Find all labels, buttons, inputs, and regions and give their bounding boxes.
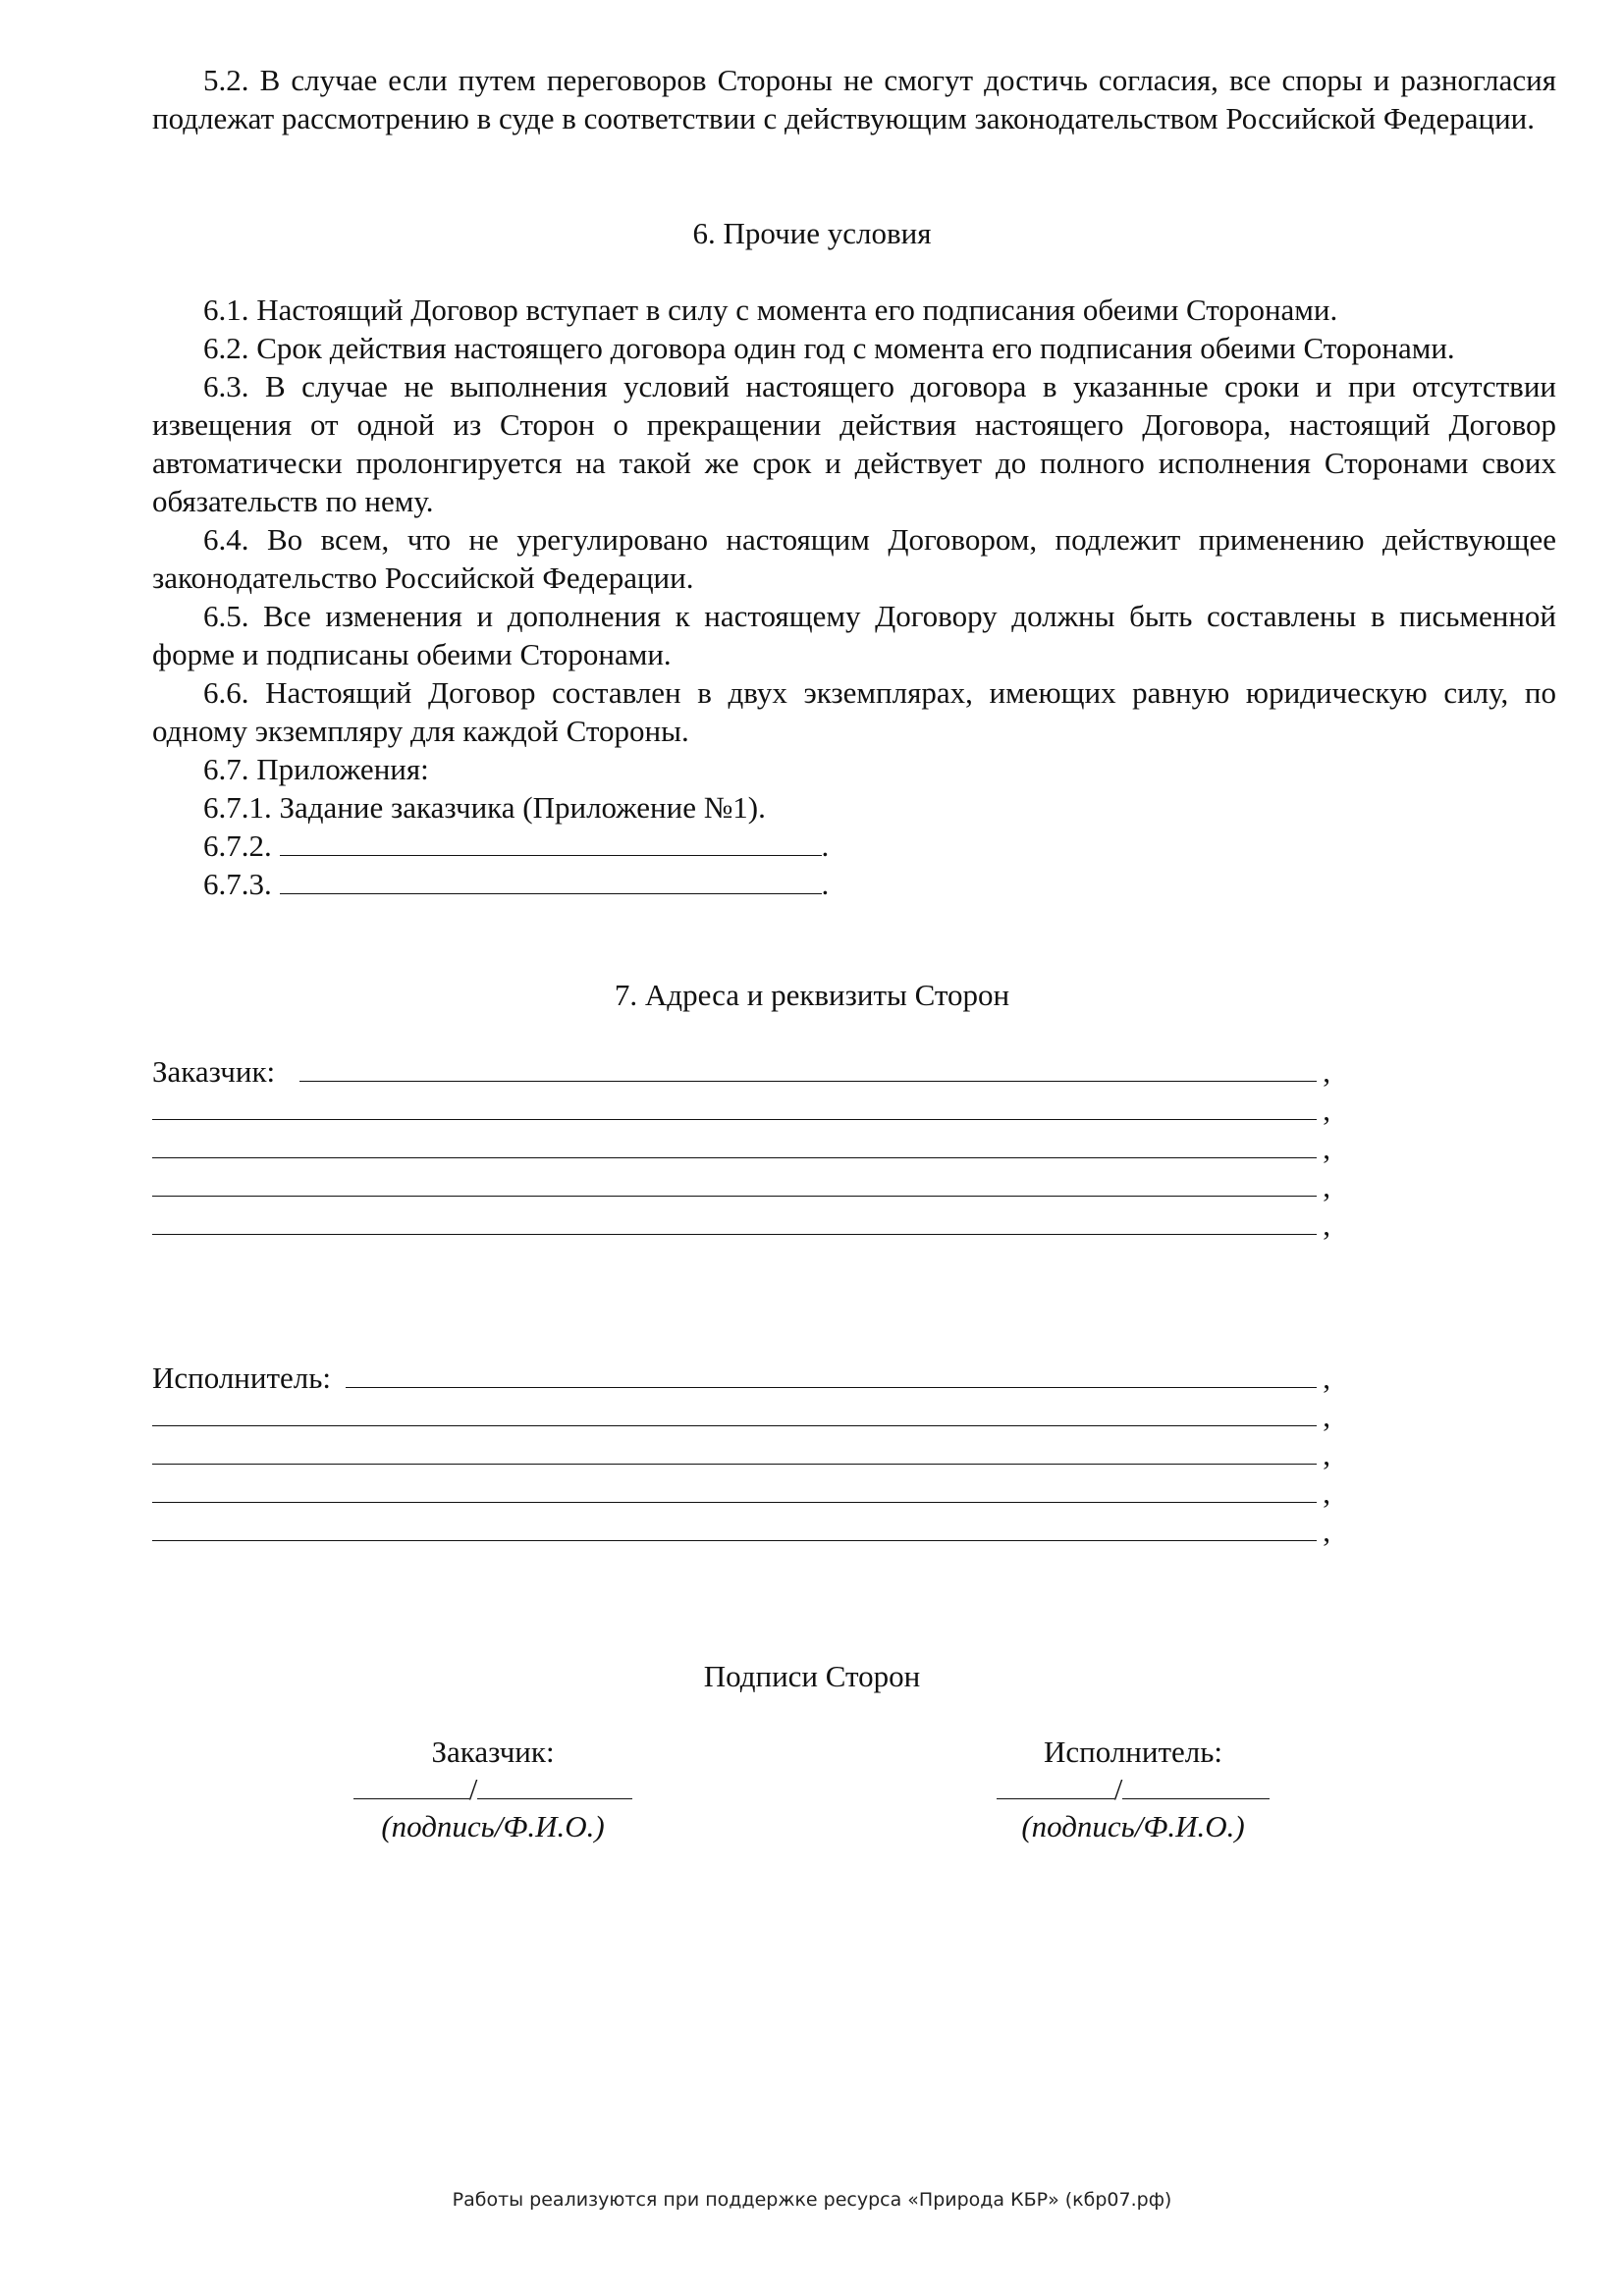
contractor-address-line[interactable] [152, 1435, 1330, 1473]
contractor-address-line[interactable] [152, 1512, 1330, 1550]
clause-6-2: 6.2. Срок действия настоящего договора один год с момента его подписания обеими Сторонами. [203, 331, 1455, 365]
customer-signature-line[interactable] [346, 1771, 640, 1808]
clause-6-7-3-label: 6.7.3. [203, 867, 272, 901]
customer-address-blank[interactable] [299, 1081, 1317, 1082]
name-blank[interactable] [1122, 1797, 1270, 1799]
clause-6-7-1: 6.7.1. Задание заказчика (Приложение №1). [203, 790, 766, 825]
comma: , [1323, 1169, 1330, 1203]
comma: , [1323, 1437, 1330, 1471]
blank-line[interactable] [152, 1119, 1317, 1120]
blank-line[interactable] [152, 1234, 1317, 1235]
clause-6-1: 6.1. Настоящий Договор вступает в силу с момента его подписания обеими Сторонами. [203, 293, 1338, 327]
clause-6-7-3-period: . [821, 867, 830, 901]
contractor-address-blank[interactable] [346, 1387, 1317, 1388]
comma: , [1323, 1207, 1330, 1242]
clause-6-7-2 [203, 827, 829, 865]
comma: , [1323, 1093, 1330, 1127]
clause-6-5: 6.5. Все изменения и дополнения к настоящему Договору должны быть составлены в письменной форме и подписаны обеими Сторонами. [152, 599, 1556, 671]
customer-address-line[interactable] [152, 1205, 1330, 1244]
contractor-signature-line[interactable] [986, 1771, 1280, 1808]
comma: , [1323, 1054, 1330, 1089]
contractor-address-line[interactable] [152, 1473, 1330, 1512]
signature-blank[interactable] [997, 1797, 1114, 1799]
customer-address-label: Заказчик: [152, 1052, 281, 1091]
comma: , [1323, 1514, 1330, 1548]
customer-signature-caption: (подпись/Ф.И.О.) [381, 1809, 605, 1843]
clause-6-7-3 [203, 865, 829, 903]
customer-signature-label: Заказчик: [431, 1735, 555, 1769]
customer-signature-block [346, 1734, 640, 1845]
customer-address-line[interactable] [152, 1091, 1330, 1129]
slash: / [468, 1772, 478, 1806]
signatures-heading: Подписи Сторон [703, 1659, 921, 1693]
signature-blank[interactable] [353, 1797, 469, 1799]
blank-line[interactable] [152, 1540, 1317, 1541]
comma: , [1323, 1475, 1330, 1510]
name-blank[interactable] [477, 1797, 632, 1799]
blank-line[interactable] [152, 1502, 1317, 1503]
contractor-signature-block [986, 1734, 1280, 1845]
contractor-signature-label: Исполнитель: [1043, 1735, 1222, 1769]
slash: / [1113, 1772, 1123, 1806]
clause-6-7-3-blank[interactable] [280, 892, 822, 894]
blank-line[interactable] [152, 1425, 1317, 1426]
contractor-signature-caption: (подпись/Ф.И.О.) [1021, 1809, 1245, 1843]
clause-6-6: 6.6. Настоящий Договор составлен в двух экземплярах, имеющих равную юридическую силу, по одному экземпляру для каждой Стороны. [152, 675, 1556, 748]
contractor-address-row[interactable] [152, 1359, 1330, 1397]
customer-address-line[interactable] [152, 1167, 1330, 1205]
clause-6-7-2-period: . [821, 828, 830, 863]
contractor-address-label: Исполнитель: [152, 1359, 337, 1397]
section-7-heading: 7. Адреса и реквизиты Сторон [614, 978, 1010, 1012]
blank-line[interactable] [152, 1196, 1317, 1197]
comma: , [1323, 1131, 1330, 1165]
clause-5-2: 5.2. В случае если путем переговоров Стороны не смогут достичь согласия, все споры и разногласия подлежат рассмотрению в суде в соответствии с действующим законодательством Российской Федерации. [152, 63, 1556, 135]
customer-address-row[interactable] [152, 1052, 1330, 1091]
blank-line[interactable] [152, 1464, 1317, 1465]
contractor-address-line[interactable] [152, 1397, 1330, 1435]
comma: , [1323, 1399, 1330, 1433]
clause-6-4: 6.4. Во всем, что не урегулировано настоящим Договором, подлежит применению действующее законодательство Российской Федерации. [152, 522, 1556, 595]
comma: , [1323, 1361, 1330, 1395]
clause-6-7-2-blank[interactable] [280, 854, 822, 856]
section-6-heading: 6. Прочие условия [692, 216, 932, 250]
blank-line[interactable] [152, 1157, 1317, 1158]
clause-6-7: 6.7. Приложения: [203, 752, 429, 786]
clause-6-7-2-label: 6.7.2. [203, 828, 272, 863]
clause-6-3: 6.3. В случае не выполнения условий настоящего договора в указанные сроки и при отсутствии извещения от одной из Сторон о прекращении действия настоящего Договора, настоящий Договор автоматически пролонгируется на такой же срок и действует до полного исполнения Сторонами своих обязательств по нему. [152, 369, 1556, 518]
customer-address-line[interactable] [152, 1129, 1330, 1167]
footer-note: Работы реализуются при поддержке ресурса «Природа КБР» (кбр07.рф) [452, 2189, 1172, 2211]
